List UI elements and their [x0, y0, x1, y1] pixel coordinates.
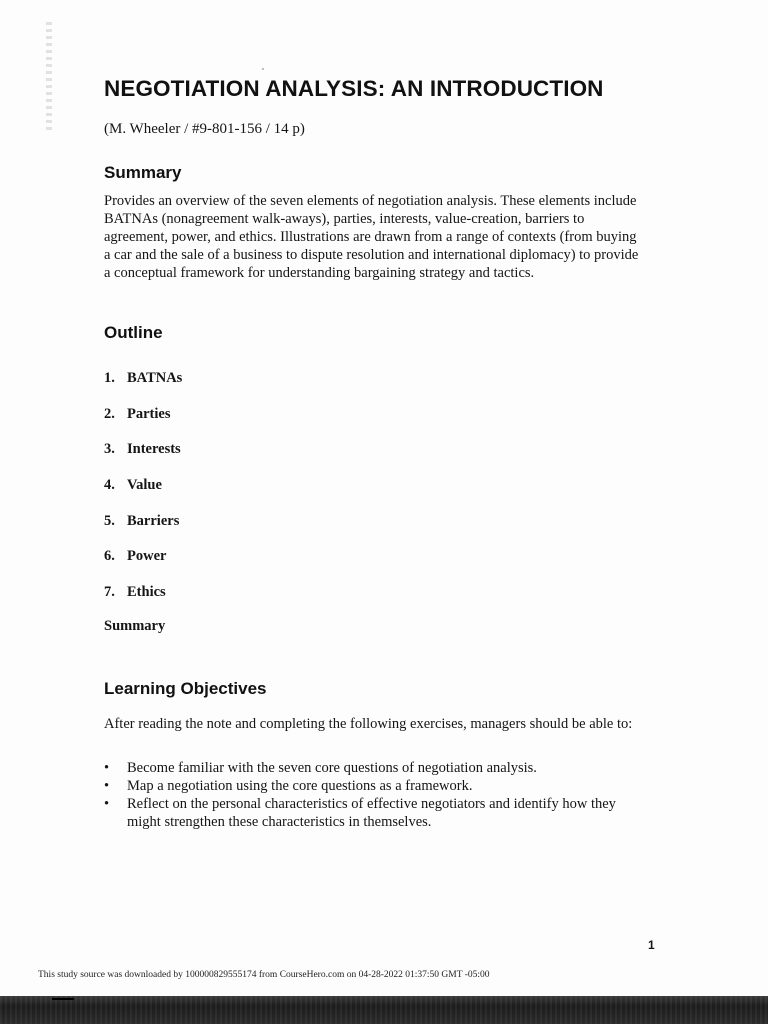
outline-item [104, 546, 182, 582]
outline-item-label: Ethics [127, 584, 166, 601]
bullet-icon: • [104, 760, 110, 776]
outline-item-number: 1. [104, 370, 115, 386]
outline-item [104, 439, 182, 475]
outline-item-number: 3. [104, 441, 115, 458]
outline-item-number: 2. [104, 405, 115, 422]
outline-item [104, 511, 182, 547]
objective-item [104, 759, 644, 777]
outline-item-number: 4. [104, 477, 115, 494]
objective-text: Map a negotiation using the core questions as a framework. [127, 778, 473, 794]
citation: (M. Wheeler / #9-801-156 / 14 p) [104, 121, 305, 137]
outline-item-label: Power [127, 548, 167, 565]
objectives-list [104, 759, 644, 831]
outline-item [104, 582, 182, 618]
outline-item-label: Parties [127, 405, 171, 422]
outline-list [104, 368, 182, 618]
outline-item-number: 7. [104, 584, 115, 601]
summary-text: Provides an overview of the seven elements of negotiation analysis. These elements include BATNAs (nonagreement walk-aways), parties, interests, value-creation, barriers to agreement, power, and ethics. Illustrations are drawn from a range of contexts (from buying a car and the sale of a business to dispute resolution and international diplomacy) to provide a conceptual framework for understanding bargaining strategy and tactics. [104, 193, 639, 281]
scan-artifact [46, 22, 52, 132]
objective-text: Reflect on the personal characteristics of effective negotiators and identify how they might strengthen these characteristics in themselves. [127, 796, 616, 830]
learning-objectives-heading: Learning Objectives [104, 679, 267, 698]
outline-heading: Outline [104, 323, 163, 342]
outline-item-number: 5. [104, 512, 115, 529]
objective-text: Become familiar with the seven core questions of negotiation analysis. [127, 760, 537, 776]
outline-item-number: 6. [104, 548, 115, 565]
scan-edge-artifact [0, 996, 768, 1024]
outline-item [104, 368, 182, 404]
objectives-intro: After reading the note and completing the following exercises, managers should be able to: [104, 716, 633, 732]
objective-item [104, 795, 644, 831]
page-number: 1 [648, 938, 655, 952]
outline-item-label: Value [127, 477, 162, 494]
bullet-icon: • [104, 796, 110, 812]
download-footer-note: This study source was downloaded by 100000829555174 from CourseHero.com on 04-28-2022 01:37:50 GMT -05:00 [38, 970, 490, 980]
summary-heading: Summary [104, 163, 182, 182]
outline-summary-item: Summary [104, 618, 166, 634]
bullet-icon: • [104, 778, 110, 794]
outline-item-label: BATNAs [127, 370, 183, 386]
outline-item [104, 404, 182, 440]
outline-item-label: Interests [127, 441, 181, 458]
document-title: NEGOTIATION ANALYSIS: AN INTRODUCTION [104, 76, 604, 101]
objective-item [104, 777, 644, 795]
outline-item [104, 475, 182, 511]
scan-speck [262, 68, 264, 70]
outline-item-label: Barriers [127, 512, 180, 529]
